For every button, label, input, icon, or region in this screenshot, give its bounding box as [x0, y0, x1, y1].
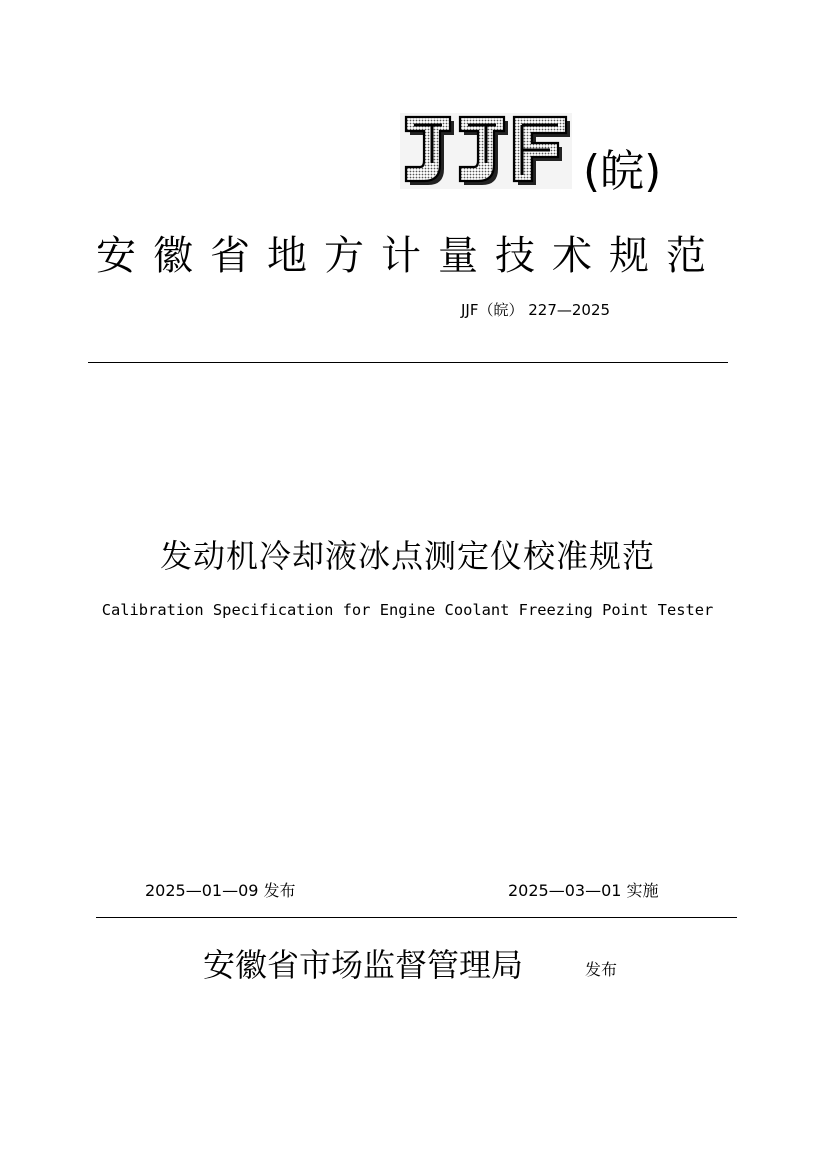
logo-letters-text: JJF	[400, 113, 402, 114]
issue-date: 2025—01—09 发布	[145, 881, 296, 900]
jjf-logo	[400, 113, 572, 189]
effective-date: 2025—03—01 实施	[508, 881, 659, 900]
standard-number: JJF（皖） 227—2025	[461, 301, 611, 319]
logo-province-label: (皖)	[583, 146, 662, 197]
header-divider	[88, 362, 728, 363]
document-title-chinese: 发动机冷却液冰点测定仪校准规范	[159, 537, 655, 575]
publisher-suffix: 发布	[585, 960, 618, 979]
document-title-english: Calibration Specification for Engine Coolant Freezing Point Tester	[101, 601, 714, 619]
footer-divider	[96, 917, 737, 918]
publisher-name: 安徽省市场监督管理局	[203, 946, 524, 984]
specification-category-title: 安徽省地方计量技术规范	[96, 233, 723, 279]
